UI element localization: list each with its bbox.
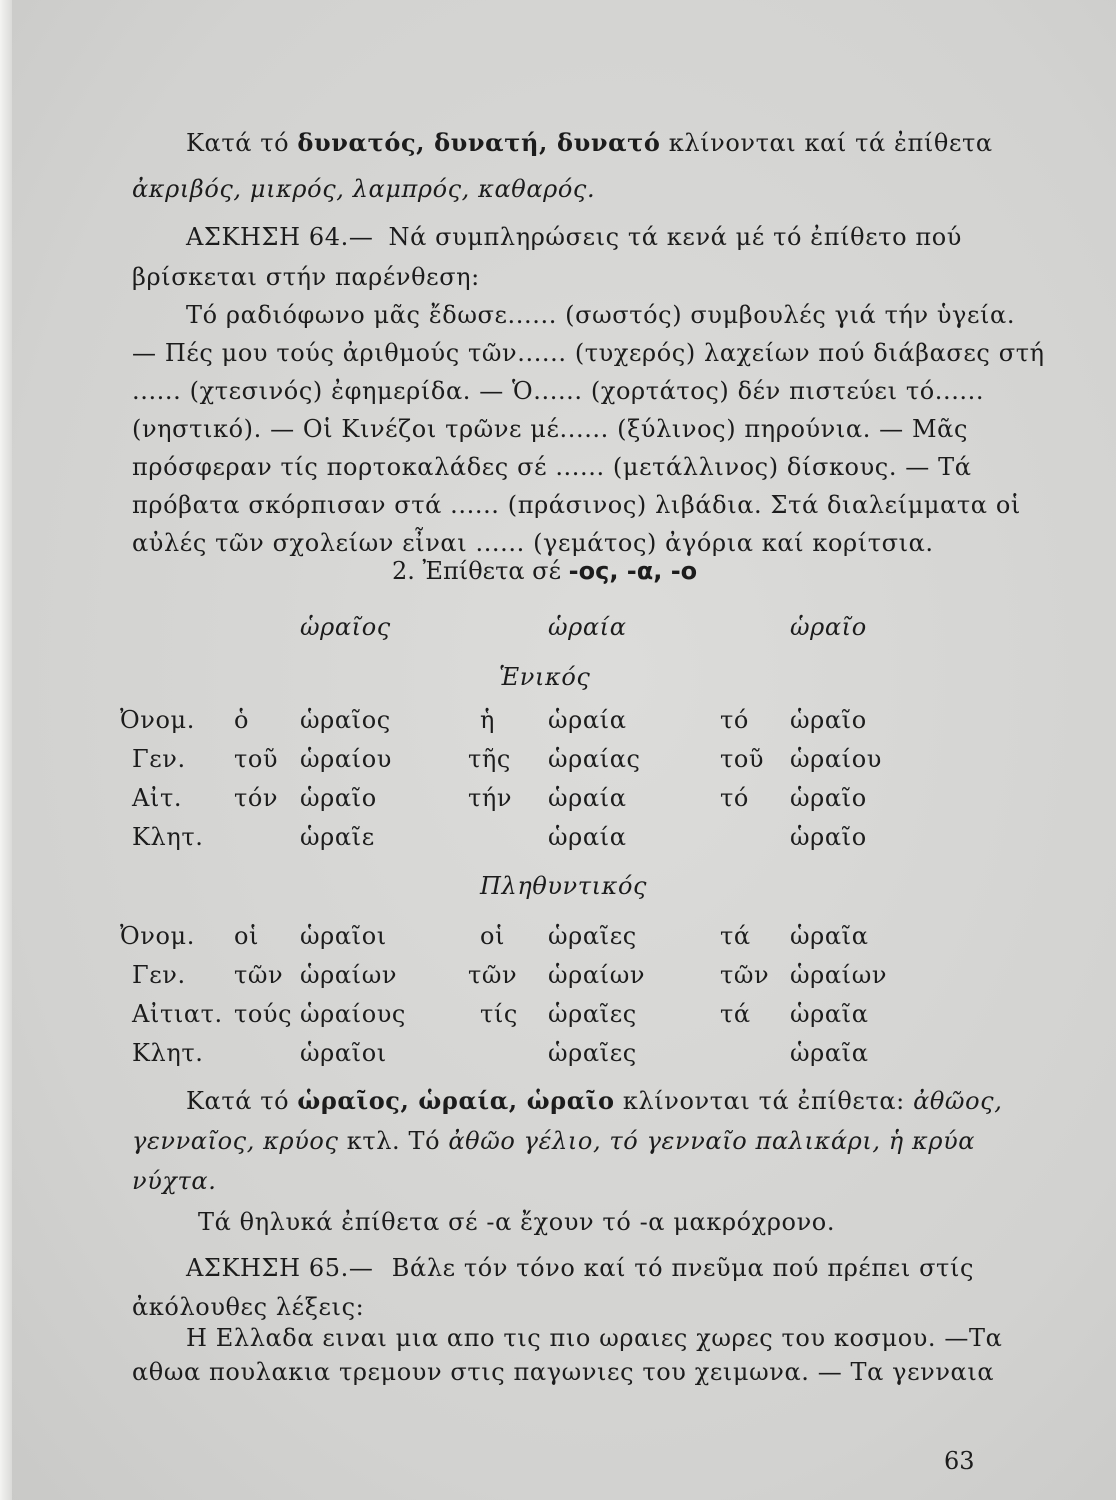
column-header-masculine: ὡραῖος (300, 613, 391, 641)
paragraph-2-line-1: Κατά τό ὡραῖος, ὡραία, ὡραῖο κλίνονται τά ἐπίθετα: ἀθῶος, (186, 1086, 1003, 1115)
form-feminine: ὡραίας (548, 745, 641, 773)
paragraph-2-line-2: γενναῖος, κρύος κτλ. Τό ἀθῶο γέλιο, τό γενναῖο παλικάρι, ἡ κρύα (132, 1127, 976, 1155)
exercise-64-label: ΑΣΚΗΣΗ 64.— (186, 223, 374, 251)
exercise-64-instruction-2: βρίσκεται στήν παρένθεση: (132, 263, 480, 291)
case-label: Γεν. (132, 961, 186, 989)
article-feminine: τῶν (468, 961, 518, 989)
plural-label: Πληθυντικός (480, 872, 648, 900)
form-masculine: ὡραῖο (300, 784, 377, 812)
article-neuter: τά (720, 1000, 751, 1028)
case-label: Ὀνομ. (120, 922, 195, 950)
page-number: 63 (944, 1447, 975, 1475)
form-masculine: ὡραῖε (300, 823, 375, 851)
exercise-64-line: — Πές μου τούς ἀριθμούς τῶν...... (τυχερός) λαχείων πού διάβασες στή (132, 339, 1045, 367)
exercise-65-instruction-2: ἀκόλουθες λέξεις: (132, 1293, 365, 1321)
form-neuter: ὡραῖα (790, 1000, 869, 1028)
exercise-64-line: αὐλές τῶν σχολείων εἶναι ...... (γεμάτος) ἀγόρια καί κορίτσια. (132, 529, 934, 557)
paragraph-1-line-2: ἀκριβός, μικρός, λαμπρός, καθαρός. (132, 175, 596, 203)
article-masculine: τοῦ (234, 745, 279, 773)
form-neuter: ὡραῖα (790, 922, 869, 950)
form-feminine: ὡραία (548, 706, 627, 734)
form-feminine: ὡραία (548, 784, 627, 812)
paragraph-1-line-1: Κατά τό δυνατός, δυνατή, δυνατό κλίνονται καί τά ἐπίθετα (186, 128, 993, 157)
case-label: Αἰτιατ. (132, 1000, 223, 1028)
form-neuter: ὡραῖο (790, 784, 867, 812)
form-masculine: ὡραῖοι (300, 1039, 387, 1067)
article-masculine: ὁ (234, 706, 250, 734)
exercise-64-line: ...... (χτεσινός) ἐφημερίδα. — Ὁ...... (χορτάτος) δέν πιστεύει τό...... (132, 377, 985, 405)
article-neuter: τῶν (720, 961, 770, 989)
case-label: Κλητ. (132, 823, 204, 851)
form-masculine: ὡραίου (300, 745, 392, 773)
exercise-64-line: Τό ραδιόφωνο μᾶς ἔδωσε...... (σωστός) συμβουλές γιά τήν ὑγεία. (186, 301, 1016, 329)
article-feminine: τήν (468, 784, 513, 812)
form-feminine: ὡραία (548, 823, 627, 851)
exercise-65-line: αθωα πουλακια τρεμουν στις παγωνιες του χειμωνα. — Τα γενναια (132, 1358, 995, 1386)
article-masculine: οἱ (234, 922, 260, 950)
article-neuter: τοῦ (720, 745, 765, 773)
article-feminine: τίς (480, 1000, 518, 1028)
form-feminine: ὡραῖες (548, 1039, 637, 1067)
form-masculine: ὡραῖος (300, 706, 391, 734)
case-label: Αἰτ. (132, 784, 183, 812)
form-feminine: ὡραῖες (548, 1000, 637, 1028)
article-neuter: τό (720, 784, 749, 812)
article-feminine: οἱ (480, 922, 506, 950)
bold-adjectives: ὡραῖος, ὡραία, ὡραῖο (297, 1086, 615, 1115)
form-masculine: ὡραῖοι (300, 922, 387, 950)
exercise-64-line: (νηστικό). — Οἱ Κινέζοι τρῶνε μέ...... (ξύλινος) πηρούνια. — Μᾶς (132, 415, 969, 443)
article-neuter: τά (720, 922, 751, 950)
article-feminine: ἡ (480, 706, 495, 734)
exercise-64-line: πρόσφεραν τίς πορτοκαλάδες σέ ...... (μετάλλινος) δίσκους. — Τά (132, 453, 972, 481)
article-masculine: τόν (234, 784, 279, 812)
form-neuter: ὡραῖο (790, 706, 867, 734)
form-neuter: ὡραῖα (790, 1039, 869, 1067)
form-feminine: ὡραῖες (548, 922, 637, 950)
form-masculine: ὡραίους (300, 1000, 406, 1028)
bold-adjectives: δυνατός, δυνατή, δυνατό (297, 128, 661, 157)
page-edge (0, 0, 12, 1500)
form-neuter: ὡραῖο (790, 823, 867, 851)
exercise-64-heading: ΑΣΚΗΣΗ 64.— Νά συμπληρώσεις τά κενά μέ τό ἐπίθετο πού (186, 223, 962, 251)
column-header-neuter: ὡραῖο (790, 613, 867, 641)
paragraph-2-line-3: νύχτα. (132, 1167, 217, 1195)
case-label: Κλητ. (132, 1039, 204, 1067)
form-neuter: ὡραίου (790, 745, 882, 773)
long-alpha-note: Τά θηλυκά ἐπίθετα σέ -α ἔχουν τό -α μακρόχρονο. (198, 1208, 836, 1236)
exercise-65-label: ΑΣΚΗΣΗ 65.— (186, 1254, 374, 1282)
article-masculine: τούς (234, 1000, 293, 1028)
article-neuter: τό (720, 706, 749, 734)
case-label: Ὀνομ. (120, 706, 195, 734)
article-masculine: τῶν (234, 961, 284, 989)
exercise-64-line: πρόβατα σκόρπισαν στά ...... (πράσινος) λιβάδια. Στά διαλείμματα οἱ (132, 491, 1021, 519)
case-label: Γεν. (132, 745, 186, 773)
exercise-65-line: Η Ελλαδα ειναι μια απο τις πιο ωραιες χωρες του κοσμου. —Τα (186, 1324, 1003, 1352)
singular-label: Ἑνικός (499, 663, 591, 691)
form-masculine: ὡραίων (300, 961, 398, 989)
section-heading: 2. Ἐπίθετα σέ -ος, -α, -ο (392, 557, 698, 585)
form-feminine: ὡραίων (548, 961, 646, 989)
form-neuter: ὡραίων (790, 961, 888, 989)
column-header-feminine: ὡραία (548, 613, 627, 641)
article-feminine: τῆς (468, 745, 511, 773)
exercise-65-heading: ΑΣΚΗΣΗ 65.— Βάλε τόν τόνο καί τό πνεῦμα πού πρέπει στίς (186, 1254, 974, 1282)
